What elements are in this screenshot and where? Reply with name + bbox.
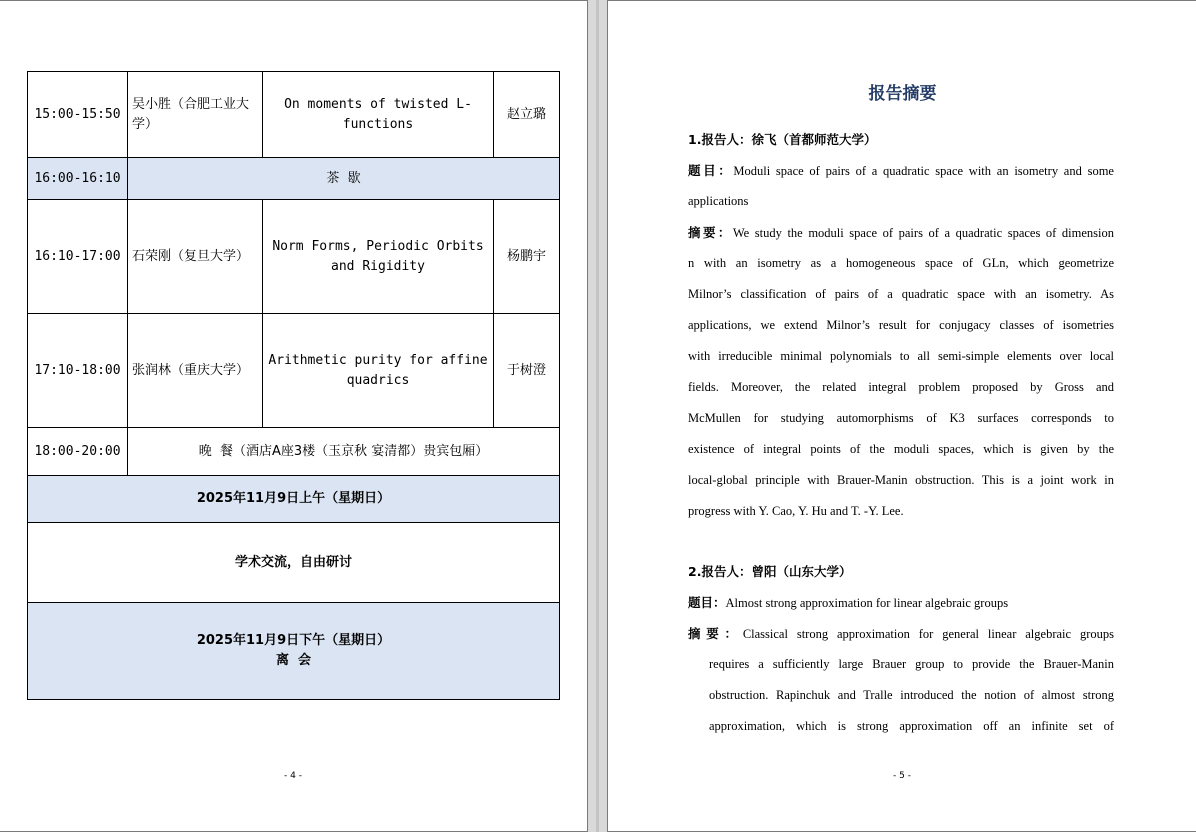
abstract-line: local-global principle with Brauer-Manin obstruction. This is a joint work in — [688, 473, 1114, 487]
abstract-line: 摘要：Classical strong approximation for general linear algebraic groups — [688, 626, 1114, 641]
chair-cell: 赵立璐 — [494, 72, 560, 158]
page-5 — [607, 0, 1196, 832]
talk1-abstract — [688, 217, 1114, 527]
schedule-table — [27, 71, 560, 700]
table-row — [28, 72, 560, 158]
time-cell: 16:00-16:10 — [28, 158, 128, 200]
table-row — [28, 314, 560, 428]
talk2-heading: 2.报告人：曾阳（山东大学） — [688, 564, 852, 579]
tea-break-cell: 茶 歇 — [128, 158, 560, 200]
abstract-label: 摘要： — [688, 225, 733, 240]
time-cell: 17:10-18:00 — [28, 314, 128, 428]
talk1-title-line: 题目：Moduli space of pairs of a quadratic space with an isometry and some — [688, 163, 1114, 178]
speaker-cell: 张润林（重庆大学） — [128, 314, 263, 428]
title-label: 题目： — [688, 595, 726, 610]
talk1-title — [688, 155, 1114, 217]
table-row — [28, 200, 560, 314]
abstract-line: requires a sufficiently large Brauer group to provide the Brauer-Manin — [709, 657, 1114, 671]
abstract-label: 摘要： — [688, 626, 743, 641]
abstract-line: obstruction. Rapinchuk and Tralle introduced the notion of almost strong — [709, 688, 1114, 702]
table-row — [28, 476, 560, 523]
talk-title-cell: On moments of twisted L-functions — [263, 72, 494, 158]
abstract-line: fields. Moreover, the related integral problem proposed by Gross and — [688, 380, 1114, 394]
date-morning-cell: 2025年11月9日上午（星期日） — [28, 476, 560, 523]
table-row — [28, 603, 560, 700]
talk-title-cell: Norm Forms, Periodic Orbits and Rigidity — [263, 200, 494, 314]
talk1-title-line: applications — [688, 194, 749, 208]
abstract-line: applications, we extend Milnor’s result for conjugacy classes of isometries — [688, 318, 1114, 332]
dinner-cell: 晚 餐（酒店A座3楼（玉京秋 宴清都）贵宾包厢） — [128, 428, 560, 476]
page-number: - 5 - — [893, 771, 911, 781]
talk1-heading: 1.报告人：徐飞（首都师范大学） — [688, 132, 877, 147]
activity-afternoon: 离 会 — [275, 653, 312, 668]
talk1-block — [688, 124, 1114, 527]
abstract-line: Milnor’s classification of pairs of a quadratic space with an isometry. As — [688, 287, 1114, 301]
abstract-line: progress with Y. Cao, Y. Hu and T. -Y. Lee. — [688, 504, 904, 518]
talk2-block — [688, 556, 1114, 742]
page-4 — [0, 0, 588, 832]
section-title: 报告摘要 — [868, 84, 937, 104]
abstract-line: n with an isometry as a homogeneous space of GLn, which geometrize — [688, 256, 1114, 270]
abstract-line: existence of integral points of the moduli spaces, which is given by the — [688, 442, 1114, 456]
chair-cell: 于树澄 — [494, 314, 560, 428]
speaker-cell: 石荣刚（复旦大学） — [128, 200, 263, 314]
title-label: 题目： — [688, 163, 734, 178]
date-afternoon: 2025年11月9日下午（星期日） — [196, 633, 391, 648]
activity-morning-cell: 学术交流，自由研讨 — [28, 523, 560, 603]
abstract-line: with irreducible minimal polynomials to all semi-simple elements over local — [688, 349, 1114, 363]
table-row — [28, 428, 560, 476]
table-row — [28, 523, 560, 603]
talk-title-cell: Arithmetic purity for affine quadrics — [263, 314, 494, 428]
date-afternoon-cell — [28, 603, 560, 700]
page-gap — [588, 0, 607, 832]
talk2-title-line: 题目：Almost strong approximation for linear algebraic groups — [688, 595, 1009, 610]
page-number: - 4 - — [284, 771, 302, 781]
abstract-line: McMullen for studying automorphisms of K3 surfaces corresponds to — [688, 411, 1114, 425]
time-cell: 15:00-15:50 — [28, 72, 128, 158]
abstract-line: 摘要：We study the moduli space of pairs of a quadratic spaces of dimension — [688, 225, 1114, 240]
time-cell: 18:00-20:00 — [28, 428, 128, 476]
speaker-cell: 吴小胜（合肥工业大学） — [128, 72, 263, 158]
table-row — [28, 158, 560, 200]
time-cell: 16:10-17:00 — [28, 200, 128, 314]
abstract-line: approximation, which is strong approximation off an infinite set of — [709, 719, 1114, 733]
chair-cell: 杨鹏宇 — [494, 200, 560, 314]
